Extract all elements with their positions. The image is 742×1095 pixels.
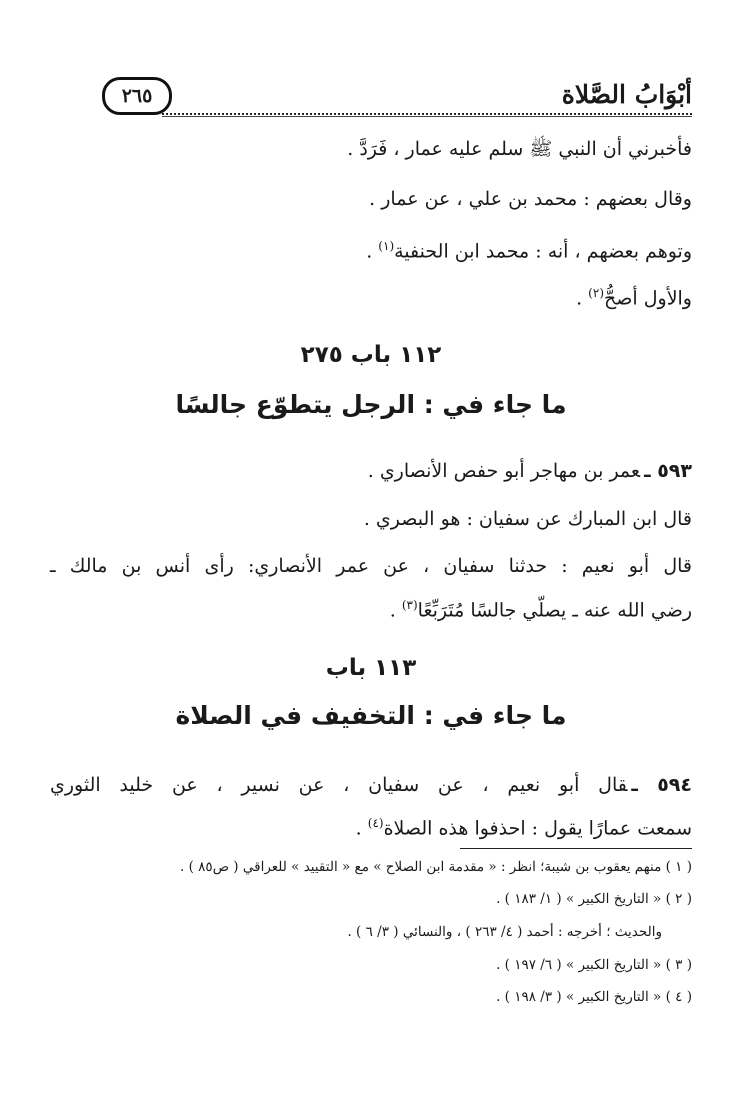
footnote: ( ٤ ) « التاريخ الكبير » ( ٣/ ١٩٨ ) . xyxy=(496,989,692,1005)
footnote-rule xyxy=(460,848,692,849)
page-number-badge xyxy=(102,77,172,115)
line-end: . xyxy=(355,817,368,840)
body-line xyxy=(576,280,692,311)
entry-line xyxy=(368,458,692,484)
footnote: ( ١ ) منهم يعقوب بن شيبة؛ انظر : « مقدمة ابن الصلاح » مع « التقييد » للعراقي ( ص٨٥ ) . xyxy=(180,859,692,875)
entry-line: قال ابن المبارك عن سفيان : هو البصري . xyxy=(363,508,692,530)
footnote-ref: (٣) xyxy=(401,598,418,612)
body-line: وقال بعضهم : محمد بن علي ، عن عمار . xyxy=(369,188,692,210)
line-end: . xyxy=(366,240,379,263)
entry-number: ٥٩٣ ـ xyxy=(644,460,692,482)
entry-line xyxy=(390,592,692,623)
line-text: والأول أصحُّ xyxy=(604,287,692,310)
footnote: ( ٣ ) « التاريخ الكبير » ( ٦/ ١٩٧ ) . xyxy=(496,957,692,973)
header-rule xyxy=(162,113,692,115)
entry-line: قال أبو نعيم : حدثنا سفيان ، عن عمر الأنصاري: رأى أنس بن مالك ـ xyxy=(50,555,692,577)
body-line xyxy=(366,233,692,264)
line-text: وتوهم بعضهم ، أنه : محمد ابن الحنفية xyxy=(394,240,692,263)
body-line: فأخبرني أن النبي ﷺ سلم عليه عمار ، فَرَدَّ . xyxy=(347,138,692,160)
entry-number: ٥٩٤ ـ xyxy=(631,774,692,796)
running-title: أبْوَابُ الصَّلاة xyxy=(561,80,692,109)
entry-line xyxy=(50,772,692,798)
footnote-ref: (٤) xyxy=(367,816,384,830)
chapter-number: ١١٣ باب xyxy=(325,655,417,681)
footnote: ( ٢ ) « التاريخ الكبير » ( ١/ ١٨٣ ) . xyxy=(496,891,692,907)
line-text: سمعت عمارًا يقول : احذفوا هذه الصلاة xyxy=(383,817,692,840)
line-end: . xyxy=(389,599,402,622)
chapter-title: ما جاء في : الرجل يتطوّع جالسًا xyxy=(175,390,567,419)
header-rule-solid xyxy=(162,116,692,117)
line-end: . xyxy=(576,287,589,310)
line-text: رضي الله عنه ـ يصلّي جالسًا مُتَرَبِّعًا xyxy=(417,599,692,622)
footnote-ref: (٢) xyxy=(588,286,604,300)
entry-line xyxy=(356,810,692,841)
entry-text: قال أبو نعيم ، عن سفيان ، عن نسير ، عن خليد الثوري xyxy=(50,774,628,796)
chapter-number: ١١٢ باب ٢٧٥ xyxy=(300,342,442,368)
entry-text: عمر بن مهاجر أبو حفص الأنصاري . xyxy=(367,460,641,482)
footnote-ref: (١) xyxy=(378,239,395,253)
chapter-title: ما جاء في : التخفيف في الصلاة xyxy=(175,701,567,730)
footnote: والحديث ؛ أخرجه : أحمد ( ٤/ ٢٦٣ ) ، والنسائي ( ٣/ ٦ ) . xyxy=(347,924,662,940)
page-number: ٢٦٥ xyxy=(121,85,153,107)
